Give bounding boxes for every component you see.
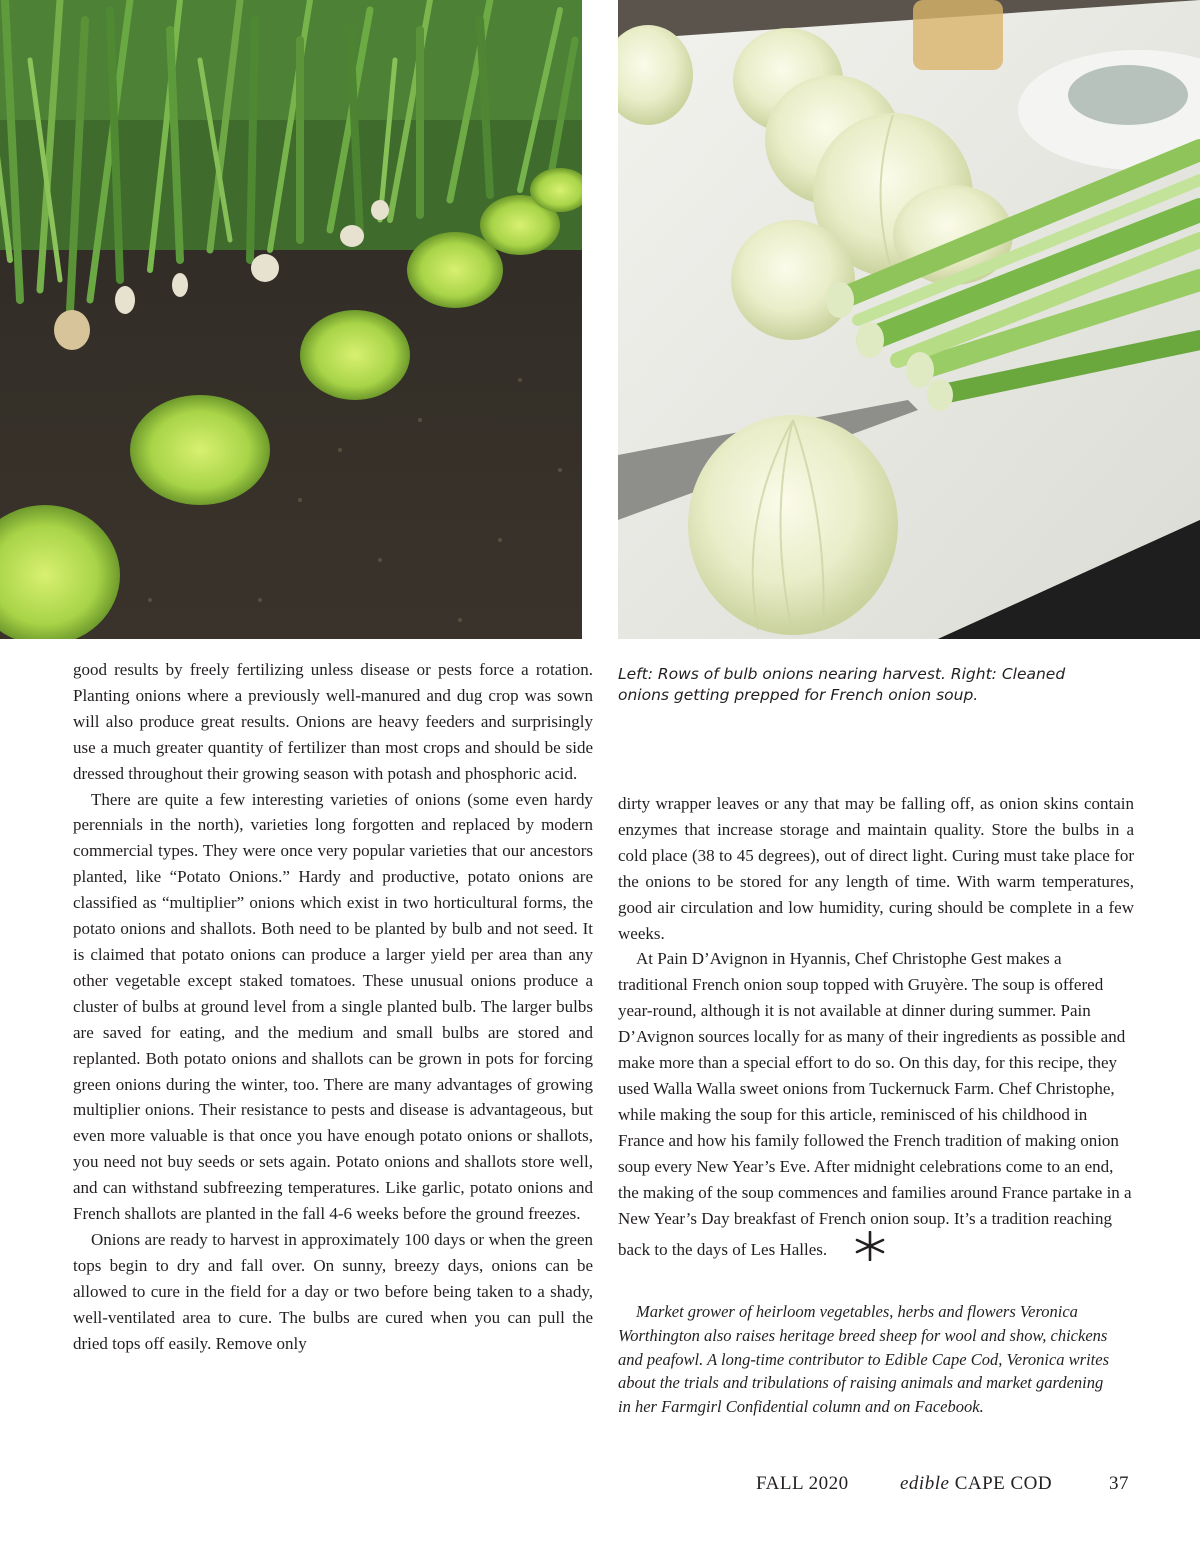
peeled-onions-photo [618, 0, 1200, 639]
right-paragraph-2-wrapper [618, 946, 1134, 1269]
author-bio-text: Market grower of heirloom vegetables, herbs and flowers Veronica Worthington also raises heritage breed sheep for wool and show, chickens and peafowl. A long-time contributor to Edible Cape Cod, Veronica writes about the trials and tribulations of raising animals and market gardening in her Farmgirl Confidential column and on Facebook. [618, 1302, 1110, 1417]
left-paragraph-1: good results by freely fertilizing unless disease or pests force a rotation. Planting onions where a previously well-manured and dug crop was sown will also produce great results. Onions are heavy feeders and surprisingly use a much greater quantity of fertilizer than most crops and should be side dressed throughout their growing season with potash and phosphoric acid. [73, 660, 593, 783]
author-bio [618, 1300, 1118, 1419]
right-column [618, 791, 1134, 1269]
footer-brand-rest: CAPE COD [949, 1473, 1053, 1494]
photo-caption: Left: Rows of bulb onions nearing harvest. Right: Cleaned onions getting prepped for French onion soup. [618, 665, 1066, 704]
left-paragraph-2: There are quite a few interesting varieties of onions (some even hardy perennials in the north), varieties long forgotten and replaced by modern commercial types. They were once very popular varieties that our ancestors planted, like “Potato Onions.” Hardy and productive, potato onions are classified as “multiplier” onions which exist in two horticultural forms, the potato onions and shallots. Both need to be planted by bulb and not seed. It is claimed that potato onions can produce a larger yield per area than any other vegetable except staked tomatoes. These unusual onions produce a cluster of bulbs at ground level from a single planted bulb. The larger bulbs are saved for eating, and the medium and small bulbs are stored and replanted. Both potato onions and shallots can be grown in pots for forcing green onions during the winter, too. There are many advantages of growing multiplier onions. Their resistance to pests and disease is advantageous, but even more valuable is that once you have enough potato onions or shallots, you need not buy seeds or sets again. Potato onions and shallots store well, and can withstand subfreezing temperatures. Like garlic, potato onions and French shallots are planted in the fall 4-6 weeks before the ground freezes. [73, 789, 593, 1224]
page-number: 37 [1109, 1473, 1129, 1494]
right-paragraph-2: At Pain D’Avignon in Hyannis, Chef Christophe Gest makes a traditional French onion soup topped with Gruyère. The soup is offered year-round, although it is not available at dinner during summer. Pain D’Avignon sources locally for as many of their ingredients as possible and make more than a special effort to do so. On this day, for this recipe, they used Walla Walla sweet onions from Tuckernuck Farm. Chef Christophe, while making the soup for this article, reminisced of his childhood in France and how his family followed the French tradition of making onion soup every New Year’s Eve. After midnight celebrations come to an end, the making of the soup commences and families around France partake in a New Year’s Day breakfast of French onion soup. It’s a tradition reaching back to the days of Les Halles. [618, 949, 1132, 1260]
onion-garden-image [0, 0, 582, 639]
footer-brand-italic: edible [900, 1473, 950, 1494]
right-paragraph-1: dirty wrapper leaves or any that may be falling off, as onion skins contain enzymes that increase storage and maintain quality. Store the bulbs in a cold place (38 to 45 degrees), out of direct light. Curing must take place for the onions to be stored for any length of time. With warm temperatures, good air circulation and low humidity, curing should be complete in a few weeks. [618, 794, 1134, 943]
peeled-onions-image [618, 0, 1200, 639]
footer-issue: FALL 2020 [756, 1473, 849, 1494]
onion-garden-photo [0, 0, 582, 639]
star-icon [837, 1231, 885, 1269]
left-column [73, 657, 593, 1356]
left-paragraph-3: Onions are ready to harvest in approximately 100 days or when the green tops begin to dry and fall over. On sunny, breezy days, onions can be allowed to cure in the field for a day or two before being taken to a shady, well-ventilated area to cure. The bulbs are cured when you can pull the dried tops off easily. Remove only [73, 1229, 593, 1353]
footer-brand [900, 1473, 1052, 1495]
